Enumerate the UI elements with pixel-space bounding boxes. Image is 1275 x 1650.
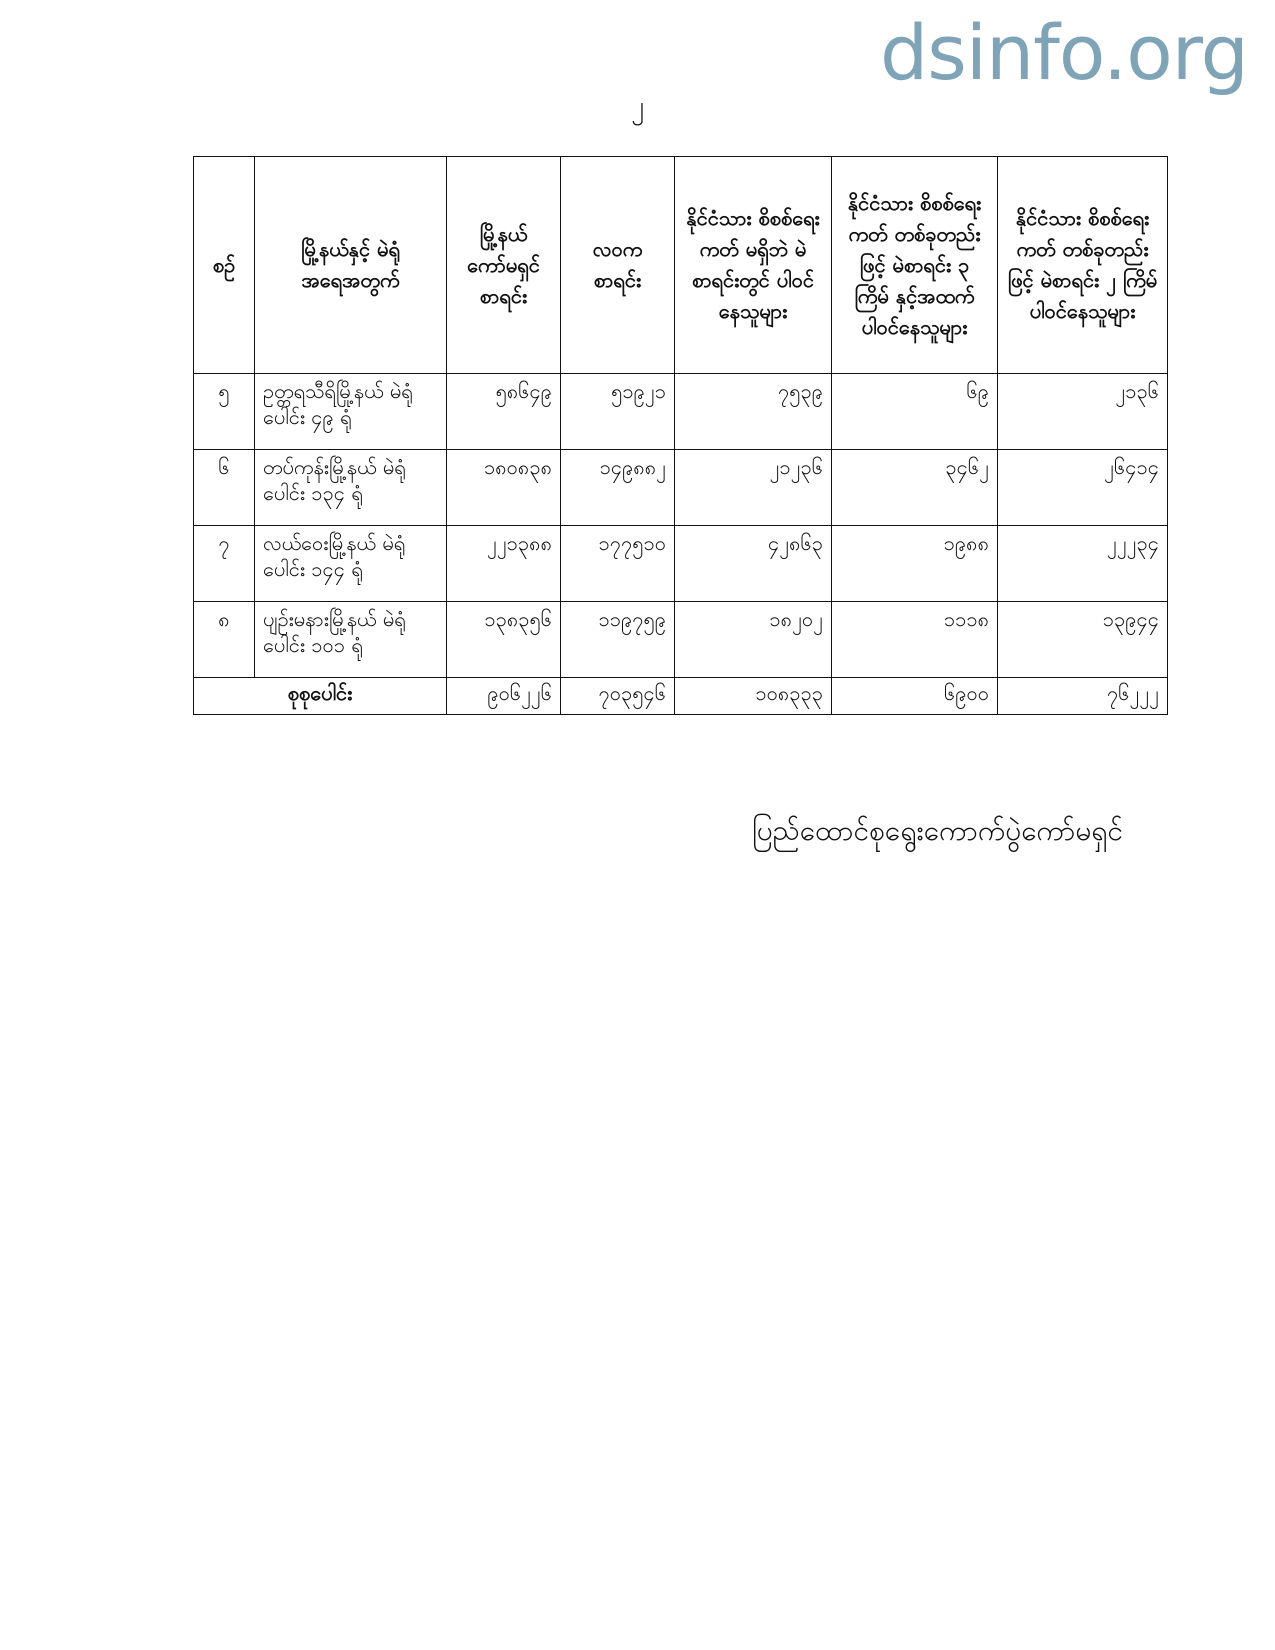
row-serial: ၆ <box>194 450 255 526</box>
row-commission: ၁၃၈၃၅၆ <box>447 602 561 678</box>
row-commission: ၅၈၆၄၉ <box>447 374 561 450</box>
total-three-times: ၆၉၀၀ <box>832 678 998 715</box>
row-three-times: ၃၄၆၂ <box>832 450 998 526</box>
total-row <box>194 678 1168 715</box>
header-commission-list: မြို့နယ် ကော်မရှင် စာရင်း <box>447 157 561 374</box>
header-two-times: နိုင်ငံသား စိစစ်ရေးကတ် တစ်ခုတည်းဖြင့် မဲစာရင်း ၂ ကြိမ် ပါဝင်နေသူများ <box>998 157 1168 374</box>
row-no-card: ၁၈၂၀၂ <box>675 602 832 678</box>
row-commission: ၁၈၀၈၃၈ <box>447 450 561 526</box>
row-serial: ၇ <box>194 526 255 602</box>
row-lawaka: ၁၁၉၇၅၉ <box>561 602 675 678</box>
row-lawaka: ၁၄၉၈၈၂ <box>561 450 675 526</box>
row-township: ပျဉ်းမနားမြို့နယ် မဲရုံပေါင်း ၁၀၁ ရုံ <box>255 602 447 678</box>
row-township: ဥတ္တရသီရိမြို့နယ် မဲရုံပေါင်း ၄၉ ရုံ <box>255 374 447 450</box>
row-serial: ၈ <box>194 602 255 678</box>
header-three-times: နိုင်ငံသား စိစစ်ရေးကတ် တစ်ခုတည်းဖြင့် မဲစာရင်း ၃ ကြိမ် နှင့်အထက် ပါဝင်နေသူများ <box>832 157 998 374</box>
table-row <box>194 374 1168 450</box>
row-two-times: ၂၆၄၁၄ <box>998 450 1168 526</box>
table-row <box>194 450 1168 526</box>
header-serial: စဉ် <box>194 157 255 374</box>
row-three-times: ၆၉ <box>832 374 998 450</box>
row-township: လယ်ဝေးမြို့နယ် မဲရုံပေါင်း ၁၄၄ ရုံ <box>255 526 447 602</box>
row-three-times: ၁၉၈၈ <box>832 526 998 602</box>
row-lawaka: ၁၇၇၅၁၀ <box>561 526 675 602</box>
signature-commission: ပြည်ထောင်စုရွေးကောက်ပွဲကော်မရှင် <box>752 814 1123 847</box>
header-no-card: နိုင်ငံသား စိစစ်ရေးကတ် မရှိဘဲ မဲစာရင်းတွင် ပါဝင်နေသူများ <box>675 157 832 374</box>
results-table <box>193 156 1168 715</box>
row-township: တပ်ကုန်းမြို့နယ် မဲရုံပေါင်း ၁၃၄ ရုံ <box>255 450 447 526</box>
total-no-card: ၁၀၈၃၃၃ <box>675 678 832 715</box>
row-lawaka: ၅၁၉၂၁ <box>561 374 675 450</box>
header-township: မြို့နယ်နှင့် မဲရုံအရေအတွက် <box>255 157 447 374</box>
total-label: စုစုပေါင်း <box>194 678 447 715</box>
row-no-card: ၂၁၂၃၆ <box>675 450 832 526</box>
row-no-card: ၄၂၈၆၃ <box>675 526 832 602</box>
header-lawaka-list: လဝက စာရင်း <box>561 157 675 374</box>
watermark: dsinfo.org <box>880 8 1248 97</box>
row-two-times: ၂၁၃၆ <box>998 374 1168 450</box>
table-row <box>194 526 1168 602</box>
header-row <box>194 157 1168 374</box>
row-serial: ၅ <box>194 374 255 450</box>
total-lawaka: ၇၀၃၅၄၆ <box>561 678 675 715</box>
total-two-times: ၇၆၂၂၂ <box>998 678 1168 715</box>
row-two-times: ၁၃၉၄၄ <box>998 602 1168 678</box>
page-number: ၂ <box>631 91 644 121</box>
total-commission: ၉၀၆၂၂၆ <box>447 678 561 715</box>
table-row <box>194 602 1168 678</box>
row-commission: ၂၂၁၃၈၈ <box>447 526 561 602</box>
row-two-times: ၂၂၂၃၄ <box>998 526 1168 602</box>
row-three-times: ၁၁၁၈ <box>832 602 998 678</box>
row-no-card: ၇၅၃၉ <box>675 374 832 450</box>
